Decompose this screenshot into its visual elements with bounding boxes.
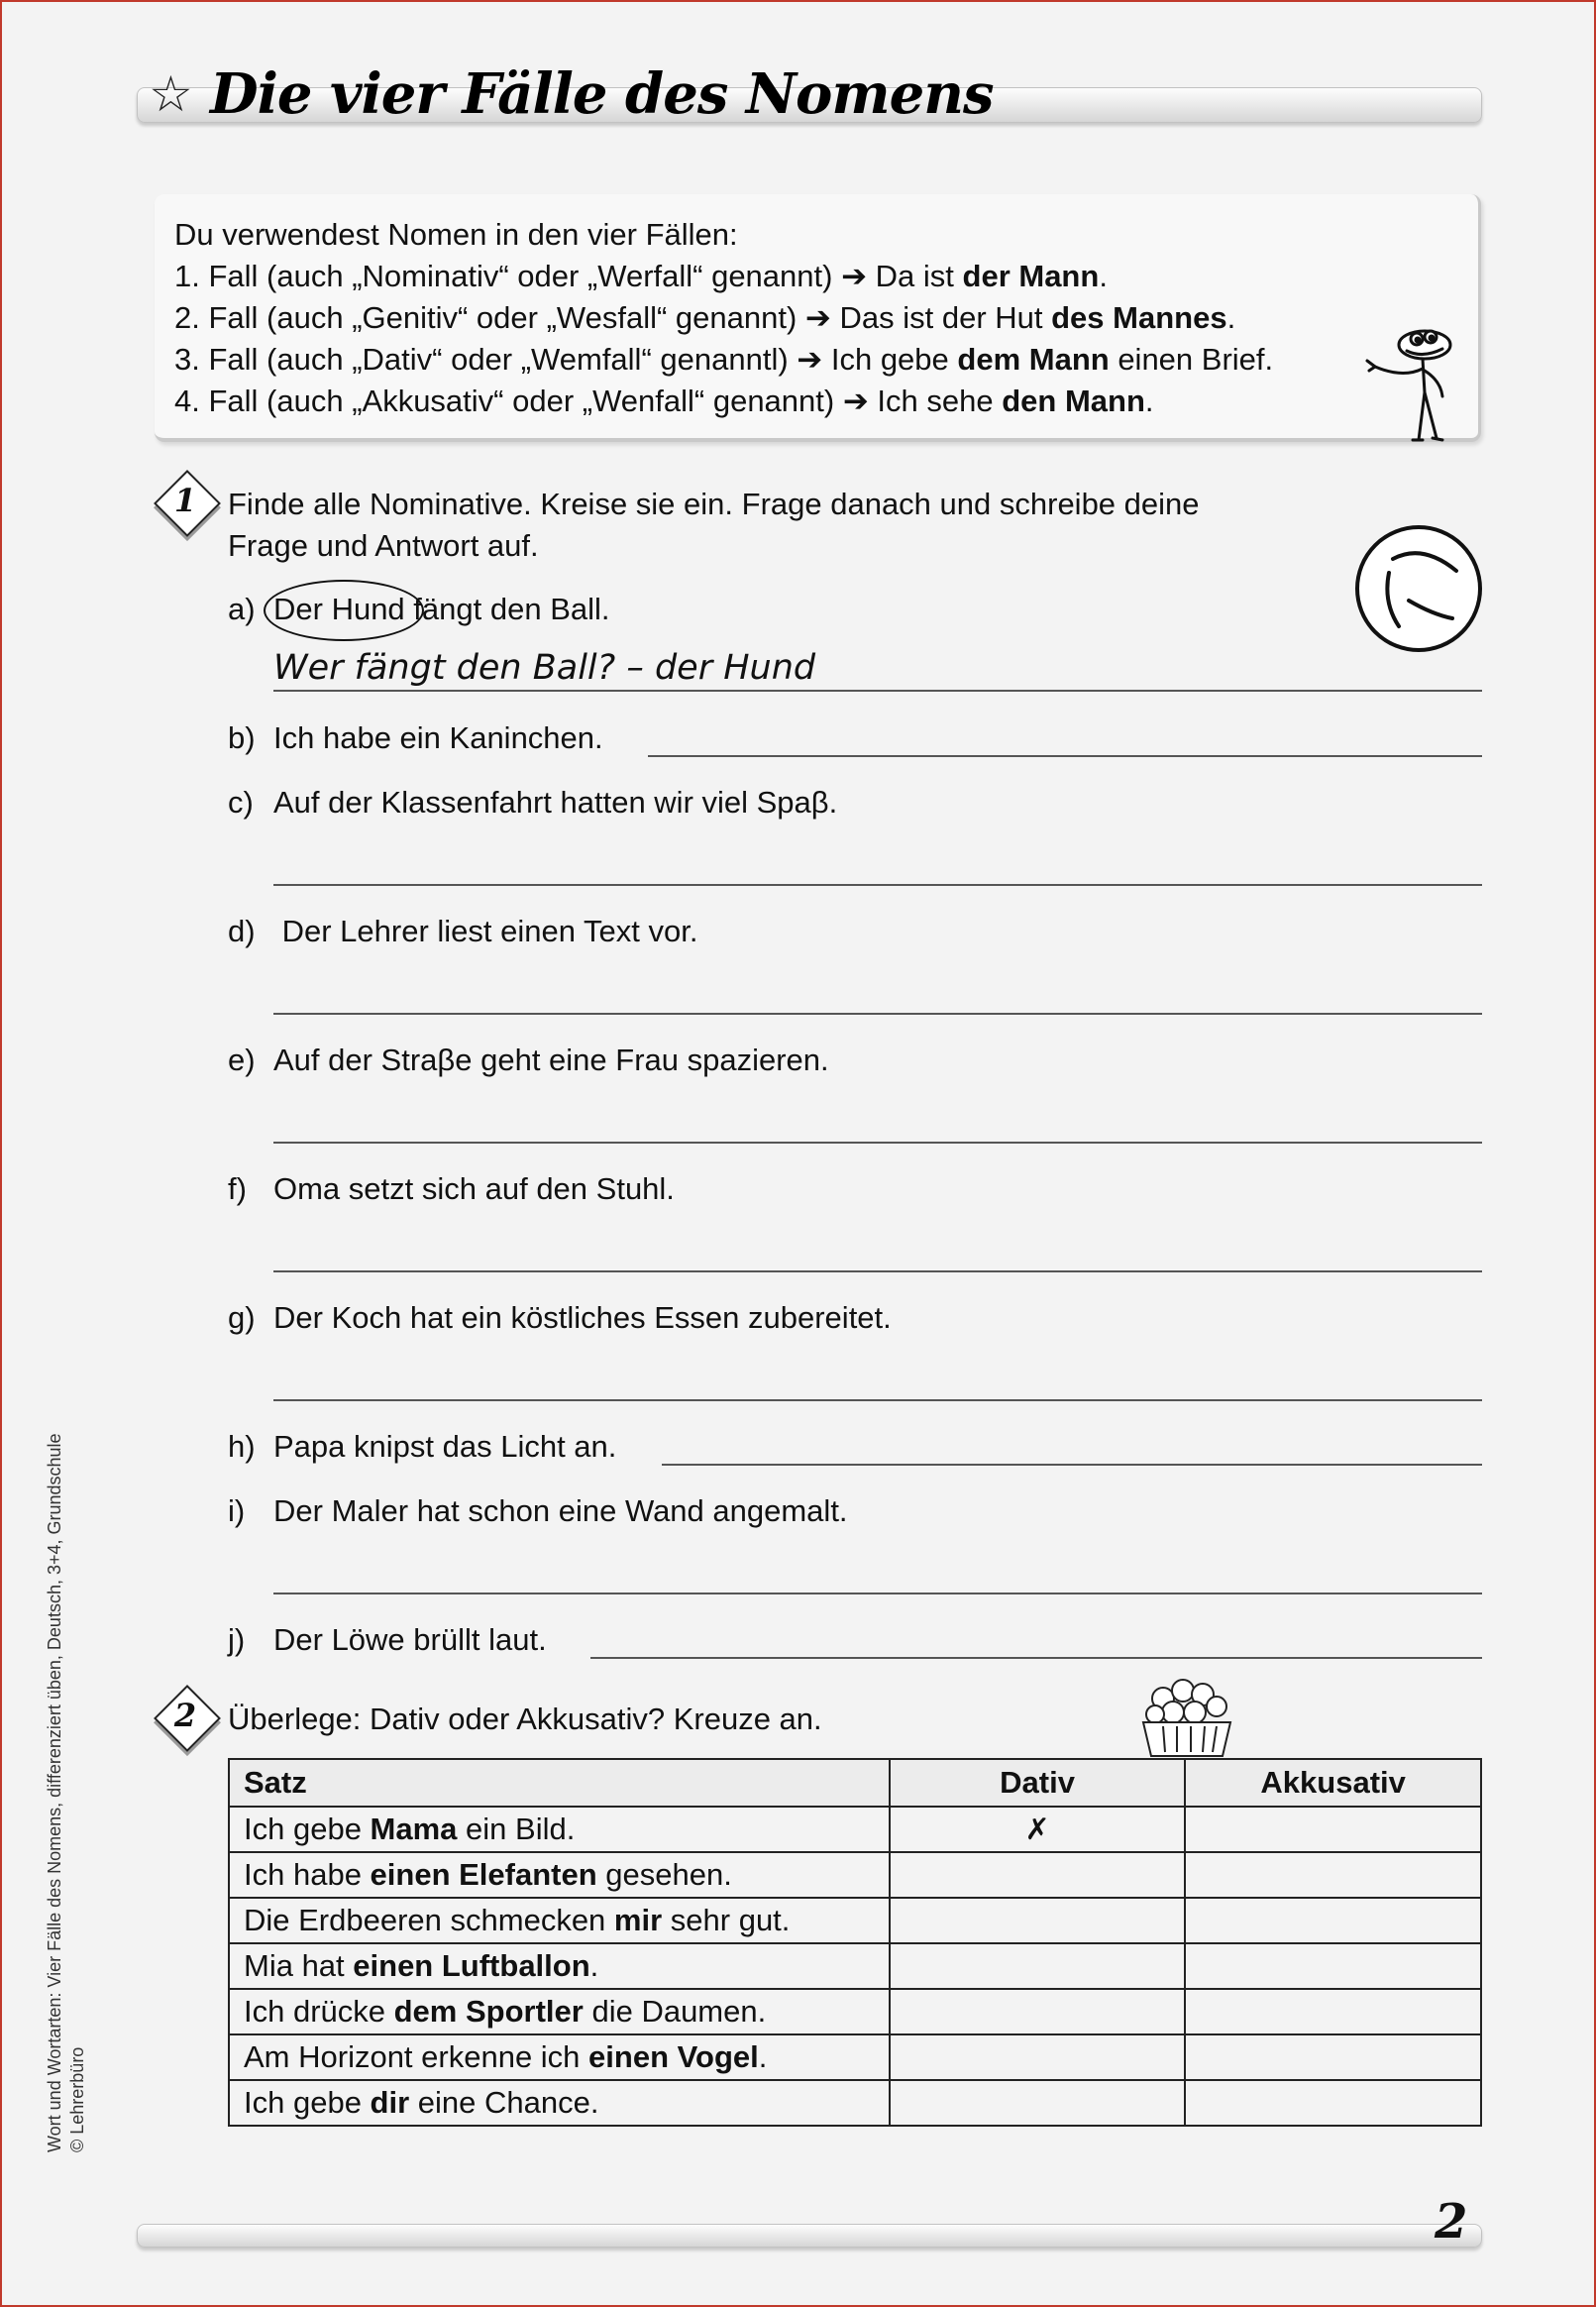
copyright-note: Wort und Wortarten: Vier Fälle des Nomens, differenziert üben, Deutsch, 3+4, Grundschule © Lehrerbüro — [45, 1433, 87, 2152]
table-row — [229, 1898, 1481, 1943]
dativ-checkbox[interactable] — [890, 2080, 1186, 2126]
dativ-checkbox[interactable] — [890, 1943, 1186, 1989]
dativ-checkbox[interactable] — [890, 2034, 1186, 2080]
case-line: 3. Fall (auch „Dativ“ oder „Wemfall“ genanntl) ➔ Ich gebe dem Mann einen Brief. — [174, 342, 1274, 377]
page-title: Die vier Fälle des Nomens — [210, 61, 994, 127]
strawberry-basket-icon — [1137, 1671, 1236, 1760]
exercise-item: d) Der Lehrer liest einen Text vor. — [228, 914, 698, 948]
answer-line[interactable] — [273, 1399, 1482, 1401]
exercise-item: a) Der Hund fängt den Ball. — [228, 592, 610, 626]
case-line: 1. Fall (auch „Nominativ“ oder „Werfall“ genannt) ➔ Da ist der Mann. — [174, 259, 1108, 293]
akkusativ-checkbox[interactable] — [1185, 1943, 1481, 1989]
sentence-cell: Die Erdbeeren schmecken mir sehr gut. — [229, 1898, 890, 1943]
akkusativ-checkbox[interactable] — [1185, 1807, 1481, 1852]
table-row — [229, 1989, 1481, 2034]
task2-instruction: Überlege: Dativ oder Akkusativ? Kreuze an. — [228, 1702, 822, 1736]
exercise-item: g) Der Koch hat ein köstliches Essen zubereitet. — [228, 1300, 892, 1335]
akkusativ-checkbox[interactable] — [1185, 1898, 1481, 1943]
sentence-cell: Am Horizont erkenne ich einen Vogel. — [229, 2034, 890, 2080]
column-header-satz: Satz — [229, 1759, 890, 1807]
sentence-cell: Mia hat einen Luftballon. — [229, 1943, 890, 1989]
task1-instruction: Finde alle Nominative. Kreise sie ein. Frage danach und schreibe deine Frage und Antwort auf. — [228, 487, 1200, 563]
answer-line[interactable] — [590, 1657, 1482, 1659]
answer-line[interactable] — [273, 1013, 1482, 1015]
table-row — [229, 1852, 1481, 1898]
footer-bar — [137, 2224, 1482, 2248]
nominative-circle — [264, 580, 424, 641]
answer-line[interactable] — [273, 884, 1482, 886]
sentence-cell: Ich gebe dir eine Chance. — [229, 2080, 890, 2126]
sentence-cell: Ich gebe Mama ein Bild. — [229, 1807, 890, 1852]
answer-line[interactable] — [662, 1464, 1482, 1466]
akkusativ-checkbox[interactable] — [1185, 2034, 1481, 2080]
exercise-item: j) Der Löwe brüllt laut. — [228, 1622, 547, 1657]
table-row — [229, 2034, 1481, 2080]
nominative-word: Der Hund — [273, 592, 405, 626]
exercise-item: c) Auf der Klassenfahrt hatten wir viel Spaβ. — [228, 785, 838, 820]
case-line: 2. Fall (auch „Genitiv“ oder „Wesfall“ genannt) ➔ Das ist der Hut des Mannes. — [174, 300, 1236, 335]
case-table — [228, 1758, 1482, 2127]
answer-line[interactable] — [273, 1142, 1482, 1144]
answer-line[interactable] — [648, 755, 1482, 757]
akkusativ-checkbox[interactable] — [1185, 1989, 1481, 2034]
exercise-item: b) Ich habe ein Kaninchen. — [228, 720, 603, 755]
table-header-row — [229, 1759, 1481, 1807]
answer-line[interactable] — [273, 1270, 1482, 1272]
table-row — [229, 1807, 1481, 1852]
task-number: 2 — [173, 1697, 197, 1734]
info-lead: Du verwendest Nomen in den vier Fällen: — [174, 217, 738, 252]
case-line: 4. Fall (auch „Akkusativ“ oder „Wenfall“ genannt) ➔ Ich sehe den Mann. — [174, 384, 1154, 418]
example-answer: Wer fängt den Ball? – der Hund — [273, 648, 816, 688]
page-number: 2 — [1435, 2194, 1468, 2250]
info-text — [174, 214, 1273, 422]
dativ-checkbox[interactable] — [890, 1852, 1186, 1898]
exercise-item: i) Der Maler hat schon eine Wand angemalt. — [228, 1493, 848, 1528]
sentence-cell: Ich habe einen Elefanten gesehen. — [229, 1852, 890, 1898]
exercise-item: h) Papa knipst das Licht an. — [228, 1429, 617, 1464]
answer-line[interactable] — [273, 1593, 1482, 1594]
star-icon: ☆ — [149, 66, 193, 122]
task-number: 1 — [173, 482, 197, 519]
dativ-checkbox[interactable] — [890, 1898, 1186, 1943]
sentence-cell: Ich drücke dem Sportler die Daumen. — [229, 1989, 890, 2034]
akkusativ-checkbox[interactable] — [1185, 1852, 1481, 1898]
mascot-illustration — [1363, 323, 1470, 444]
exercise-item: e) Auf der Straβe geht eine Frau spazieren. — [228, 1043, 829, 1077]
column-header-dativ: Dativ — [890, 1759, 1186, 1807]
table-row — [229, 1943, 1481, 1989]
answer-line — [273, 690, 1482, 692]
akkusativ-checkbox[interactable] — [1185, 2080, 1481, 2126]
dativ-checkbox[interactable]: ✗ — [890, 1807, 1186, 1852]
exercise-item: f) Oma setzt sich auf den Stuhl. — [228, 1171, 675, 1206]
ball-icon — [1353, 523, 1484, 654]
dativ-checkbox[interactable] — [890, 1989, 1186, 2034]
column-header-akkusativ: Akkusativ — [1185, 1759, 1481, 1807]
table-row — [229, 2080, 1481, 2126]
